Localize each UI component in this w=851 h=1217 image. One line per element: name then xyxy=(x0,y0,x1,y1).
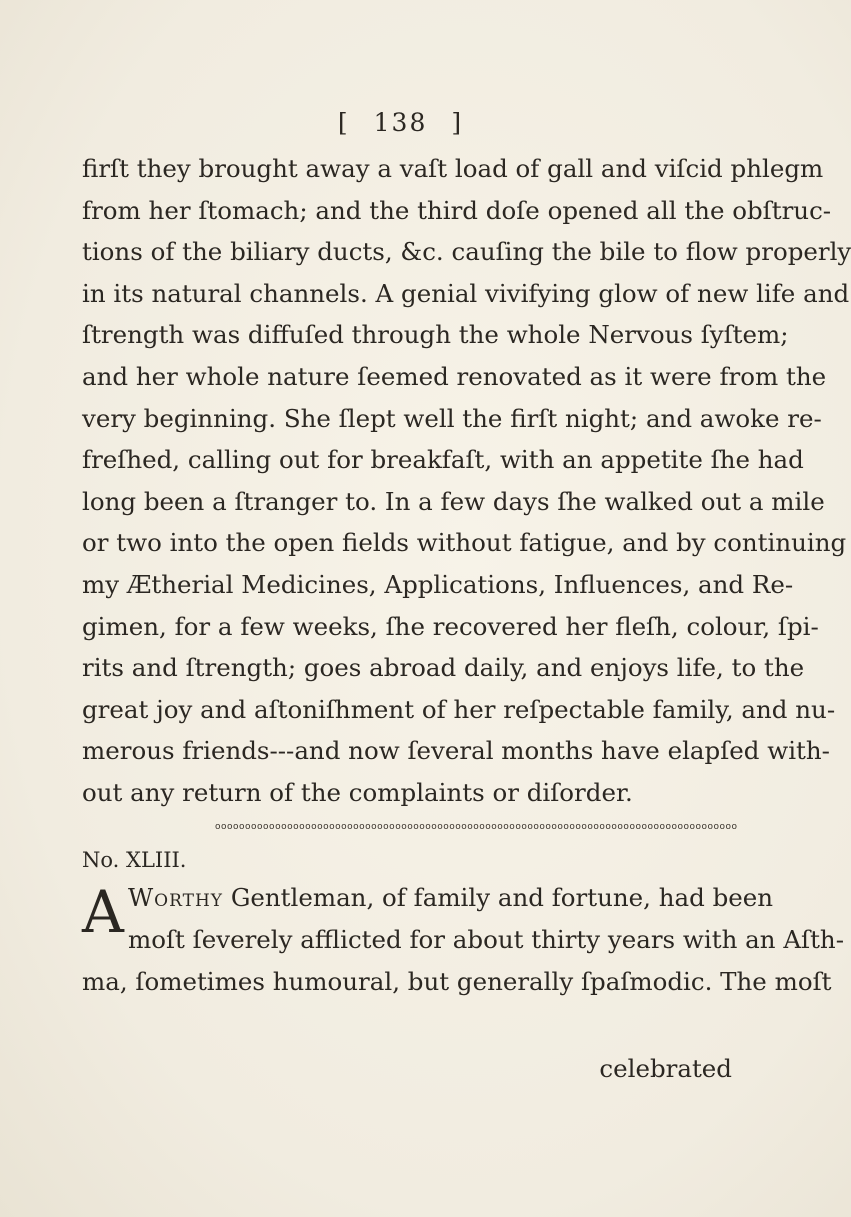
text-line: ſtrength was diffuſed through the whole Nervous ſyſtem; xyxy=(82,320,789,350)
text-line: moſt ſeverely afflicted for about thirty years with an Aſth- xyxy=(128,925,844,954)
page-number: 138 xyxy=(373,108,428,137)
text-line: and her whole nature ſeemed renovated as it were from the xyxy=(82,361,827,391)
section-first-line xyxy=(82,877,774,919)
body-paragraph xyxy=(82,148,851,814)
text-line: merous friends---and now ſeveral months have elapſed with- xyxy=(82,736,830,766)
left-bracket: [ xyxy=(337,108,350,137)
text-line: in its natural channels. A genial vivifying glow of new life and xyxy=(82,278,850,308)
text-line: Gentleman, of family and fortune, had been xyxy=(230,883,774,912)
drop-cap: A xyxy=(82,878,124,946)
page-header xyxy=(0,108,801,137)
text-line: firſt they brought away a vaſt load of gall and viſcid phlegm xyxy=(82,154,824,183)
section-paragraph xyxy=(82,877,844,1003)
printers-ornament-rule: ooooooooooooooooooooooooooooooooooooooooooooooooooooooooooooooooooooooooooooooooooooooo xyxy=(215,822,738,832)
right-bracket: ] xyxy=(451,108,464,137)
section-number: No. XLIII. xyxy=(82,848,187,872)
text-line: long been a ſtranger to. In a few days ſhe walked out a mile xyxy=(82,486,825,516)
text-line: freſhed, calling out for breakfaſt, with an appetite ſhe had xyxy=(82,445,804,475)
text-line: ma, ſometimes humoural, but generally ſpaſmodic. The moſt xyxy=(82,967,832,996)
text-line: tions of the biliary ducts, &c. cauſing the bile to flow properly xyxy=(82,237,851,267)
text-line: or two into the open fields without fatigue, and by continuing xyxy=(82,528,847,558)
text-line: out any return of the complaints or diſorder. xyxy=(82,777,633,807)
text-line: gimen, for a few weeks, ſhe recovered her fleſh, colour, ſpi- xyxy=(82,611,819,641)
catchword: celebrated xyxy=(599,1054,732,1083)
text-line: very beginning. She ſlept well the firſt night; and awoke re- xyxy=(82,403,822,433)
text-line: great joy and aſtoniſhment of her reſpectable family, and nu- xyxy=(82,694,836,724)
text-line: rits and ſtrength; goes abroad daily, and enjoys life, to the xyxy=(82,653,805,683)
text-line: from her ſtomach; and the third doſe opened all the obſtruc- xyxy=(82,195,832,225)
text-line: my Ætherial Medicines, Applications, Influences, and Re- xyxy=(82,569,794,599)
section-first-word: Worthy xyxy=(128,883,224,912)
